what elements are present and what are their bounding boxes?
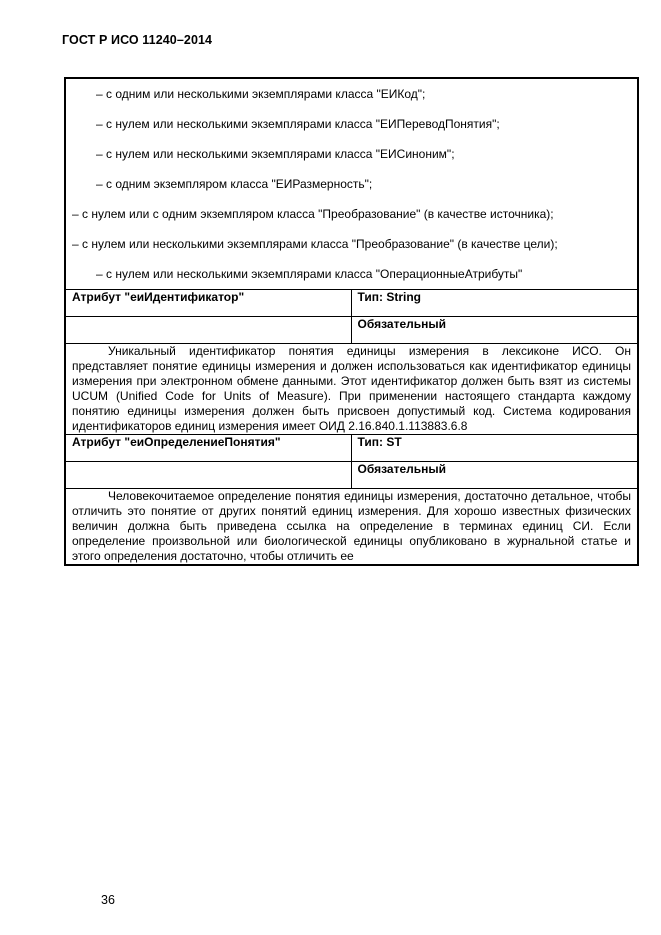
attr2-description-row (65, 489, 638, 566)
attr2-required-row (65, 462, 638, 489)
attr2-description: Человекочитаемое определение понятия единицы измерения, достаточно детальное, чтобы отличить это понятие от других понятий единиц измерения. Для хорошо известных физических величин должна быть приведена ссылка на определение в терминах единиц СИ. Если определение произвольной или биологической единицы опубликовано в журнальной статье и этого определения достаточно, чтобы отличить ее (65, 489, 638, 566)
list-item: – с одним экземпляром класса "ЕИРазмерность"; (96, 177, 373, 191)
list-item: – с нулем или несколькими экземплярами класса "ОперационныеАтрибуты" (96, 267, 523, 281)
attr1-header-row (65, 290, 638, 317)
page-number: 36 (101, 893, 115, 907)
list-item: – с нулем или с одним экземпляром класса "Преобразование" (в качестве источника); (72, 207, 554, 221)
list-item: – с одним или несколькими экземплярами класса "ЕИКод"; (96, 87, 426, 101)
list-item: – с нулем или несколькими экземплярами класса "ЕИСиноним"; (96, 147, 455, 161)
attr2-type: Тип: ST (351, 435, 638, 462)
attr1-name: Атрибут "еиИдентификатор" (65, 290, 351, 317)
attr1-required-row (65, 317, 638, 344)
attr2-required: Обязательный (351, 462, 638, 489)
class-associations-row (65, 78, 638, 290)
attr2-empty-cell (65, 462, 351, 489)
attr1-type: Тип: String (351, 290, 638, 317)
attr1-description: Уникальный идентификатор понятия единицы измерения в лексиконе ИСО. Он представляет понятие единицы измерения и должен использоваться как идентификатор единицы измерения при электронном обмене данными. Этот идентификатор должен быть взят из системы UCUM (Unified Code for Units of Measure). При применении настоящего стандарта каждому понятию единицы измерения должен быть присвоен допустимый код. Система кодирования идентификаторов единиц измерения имеет ОИД 2.16.840.1.113883.6.8 (65, 344, 638, 435)
list-item: – с нулем или несколькими экземплярами класса "Преобразование" (в качестве цели); (72, 237, 558, 251)
attribute-table (64, 77, 639, 566)
attr2-name: Атрибут "еиОпределениеПонятия" (65, 435, 351, 462)
attr1-empty-cell (65, 317, 351, 344)
list-item: – с нулем или несколькими экземплярами класса "ЕИПереводПонятия"; (96, 117, 500, 131)
attr1-description-row (65, 344, 638, 435)
attr1-required: Обязательный (351, 317, 638, 344)
attr2-header-row (65, 435, 638, 462)
association-list (65, 78, 638, 290)
document-header: ГОСТ Р ИСО 11240–2014 (62, 33, 213, 47)
